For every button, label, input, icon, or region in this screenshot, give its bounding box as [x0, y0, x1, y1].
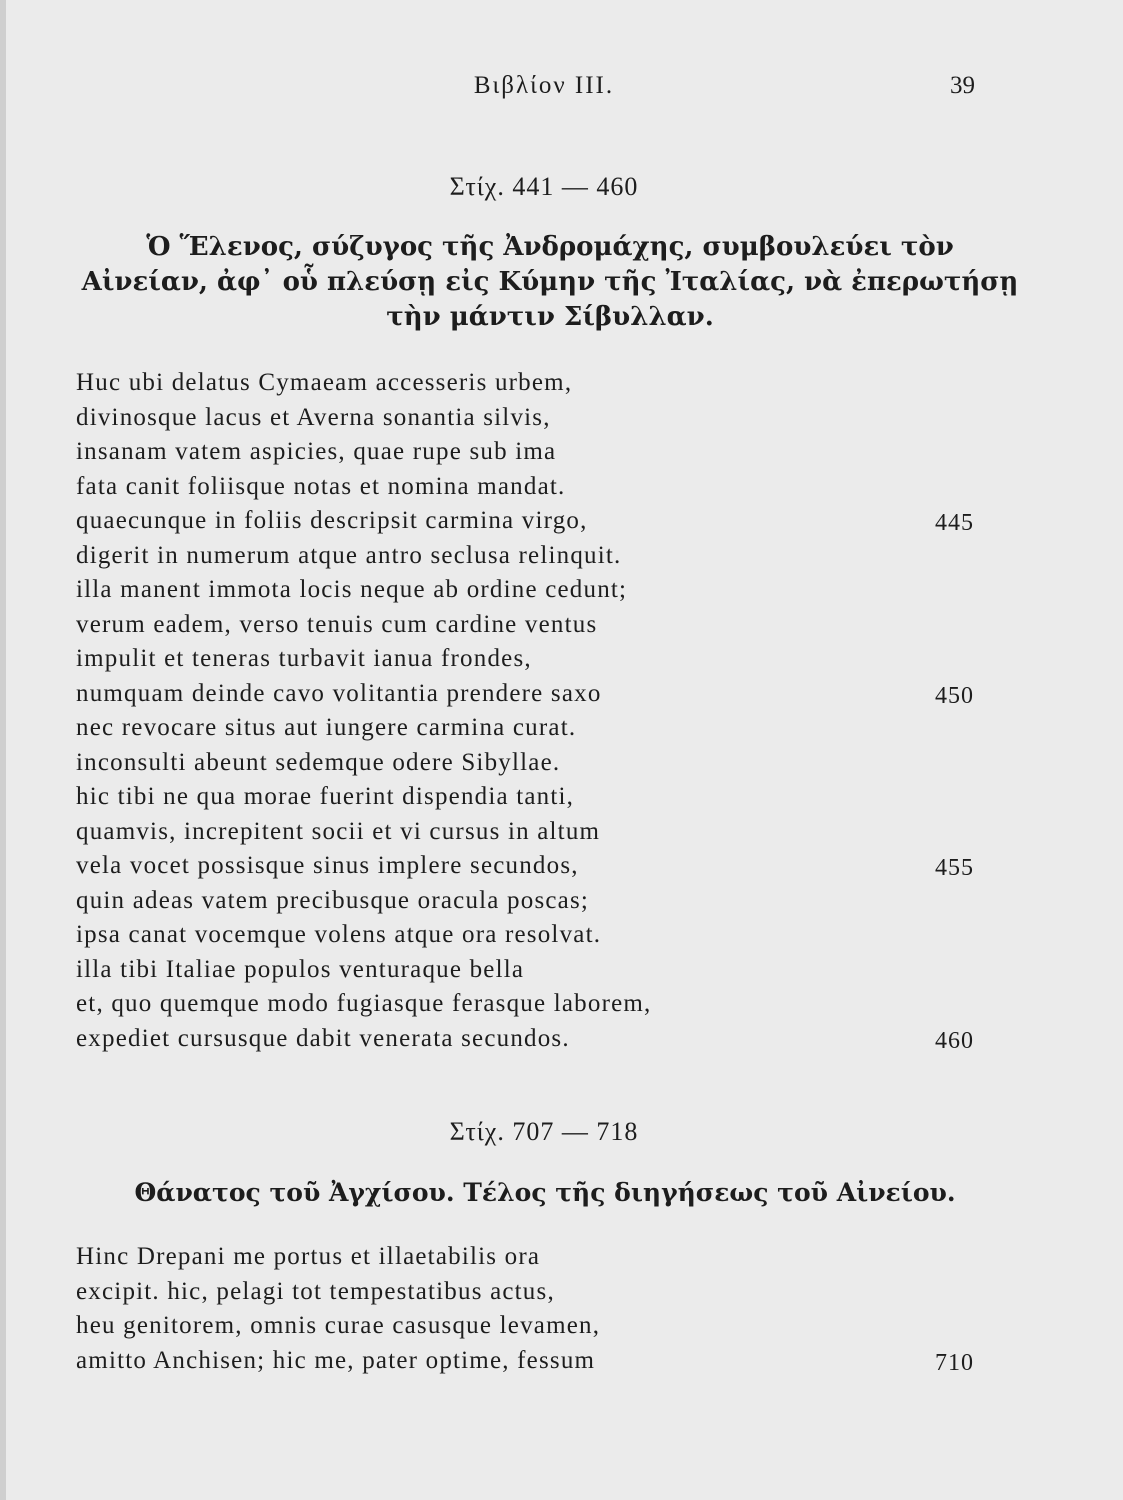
verse-line: [76, 573, 986, 608]
verse-line: [76, 1022, 986, 1057]
verse-text: Huc ubi delatus Cymaeam accesseris urbem,: [76, 369, 573, 396]
verse-line: [76, 884, 986, 919]
verse-text: expediet cursusque dabit venerata secundos.: [76, 1024, 570, 1052]
section-ref-707-718: Στίχ. 707 — 718: [449, 1117, 639, 1146]
verse-line: [76, 1309, 986, 1344]
verse-line: [76, 366, 986, 401]
verse-block-441-460: [76, 366, 986, 1056]
verse-text: quin adeas vatem precibusque oracula poscas;: [76, 886, 590, 914]
verse-text: illa tibi Italiae populos venturaque bella: [76, 955, 525, 983]
verse-line: [76, 746, 986, 781]
verse-text: fata canit foliisque notas et nomina mandat.: [76, 472, 566, 500]
verse-text: ipsa canat vocemque volens atque ora resolvat.: [76, 921, 602, 948]
verse-line: [76, 401, 986, 436]
line-number: 445: [935, 510, 974, 536]
verse-line: [76, 780, 986, 815]
verse-text: et, quo quemque modo fugiasque ferasque laborem,: [76, 990, 652, 1017]
line-number: 450: [935, 682, 974, 709]
verse-line: [76, 987, 986, 1022]
verse-line: [76, 504, 986, 539]
verse-text: heu genitorem, omnis curae casusque levamen,: [76, 1312, 601, 1339]
running-head: [0, 72, 1123, 102]
running-title: Βιβλίον III.: [473, 72, 615, 99]
section-ref-441-460: Στίχ. 441 — 460: [449, 172, 639, 201]
verse-line: [76, 711, 986, 746]
line-number: 460: [935, 1027, 974, 1054]
verse-text: nec revocare situs aut iungere carmina curat.: [76, 714, 577, 741]
verse-block-707-718: [76, 1240, 986, 1378]
section-summary-anchises: Θάνατος τοῦ Ἀγχίσου. Τέλος τῆς διηγήσεως τοῦ Αἰνείου.: [134, 1178, 956, 1207]
verse-line: [76, 470, 986, 505]
verse-text: numquam deinde cavo volitantia prendere saxo: [76, 679, 602, 707]
line-number: 710: [935, 1349, 974, 1376]
page-edge: [0, 0, 6, 1500]
verse-line: [76, 849, 986, 884]
verse-text: divinosque lacus et Averna sonantia silvis,: [76, 403, 551, 431]
verse-text: quamvis, increpitent socii et vi cursus in altum: [76, 817, 601, 845]
verse-text: digerit in numerum atque antro seclusa relinquit.: [76, 541, 622, 569]
verse-line: [76, 1344, 986, 1379]
verse-line: [76, 1275, 986, 1310]
verse-line: [76, 642, 986, 677]
verse-line: [76, 1240, 986, 1275]
verse-text: illa manent immota locis neque ab ordine cedunt;: [76, 576, 628, 603]
section-summary-helenus: Ὁ Ἕλενος, σύζυγος τῆς Ἀνδρομάχης, συμβουλεύει τὸν Αἰνείαν, ἀφ᾽ οὗ πλεύσῃ εἰς Κύμην τῆς Ἰταλίας, νὰ ἐπερωτήσῃ τὴν μάντιν Σίβυλλαν.: [81, 232, 1019, 332]
verse-line: [76, 918, 986, 953]
verse-text: inconsulti abeunt sedemque odere Sibyllae.: [76, 748, 561, 776]
verse-line: [76, 815, 986, 850]
verse-line: [76, 435, 986, 470]
verse-text: vela vocet possisque sinus implere secundos,: [76, 852, 579, 879]
page-number: 39: [950, 72, 975, 99]
verse-text: impulit et teneras turbavit ianua frondes,: [76, 645, 532, 672]
verse-line: [76, 539, 986, 574]
verse-line: [76, 677, 986, 712]
line-number: 455: [935, 855, 974, 881]
verse-text: Hinc Drepani me portus et illaetabilis ora: [76, 1243, 541, 1270]
verse-text: insanam vatem aspicies, quae rupe sub ima: [76, 438, 557, 465]
verse-text: verum eadem, verso tenuis cum cardine ventus: [76, 610, 598, 638]
verse-line: [76, 953, 986, 988]
verse-text: excipit. hic, pelagi tot tempestatibus actus,: [76, 1277, 555, 1305]
verse-text: amitto Anchisen; hic me, pater optime, fessum: [76, 1346, 596, 1374]
verse-line: [76, 608, 986, 643]
verse-text: quaecunque in foliis descripsit carmina virgo,: [76, 507, 588, 534]
verse-text: hic tibi ne qua morae fuerint dispendia tanti,: [76, 783, 575, 810]
